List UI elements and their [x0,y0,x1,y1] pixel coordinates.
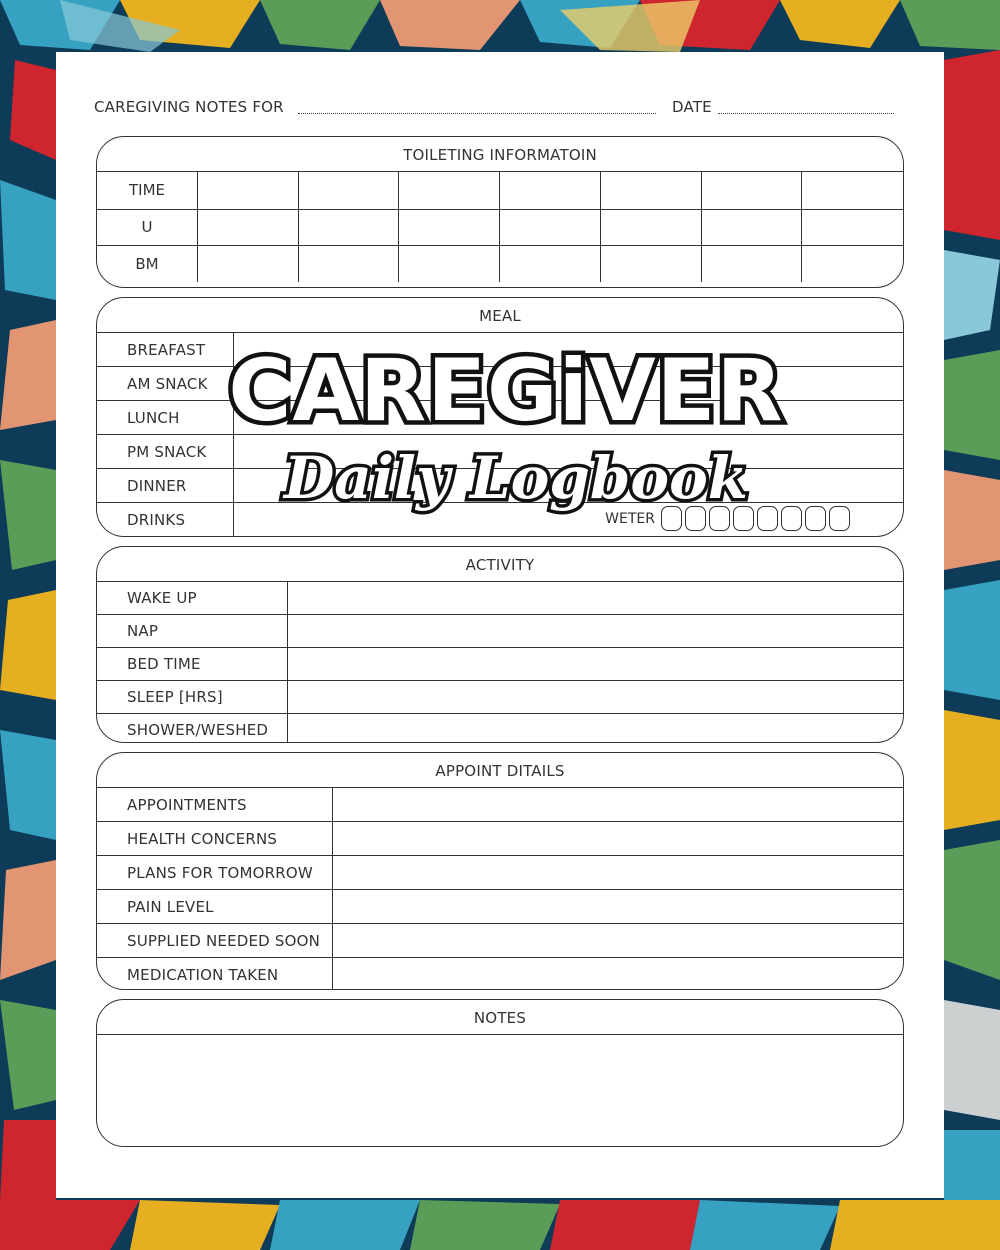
appointment-row [97,889,903,923]
toileting-grid [97,172,903,282]
date-label: DATE [672,98,712,116]
toileting-cell[interactable] [399,172,500,209]
meal-row-label: DINNER [97,469,234,502]
notes-section [96,999,904,1147]
appointment-entry[interactable] [333,890,903,923]
notes-entry-area[interactable] [97,1035,903,1145]
appointment-entry[interactable] [333,788,903,821]
date-entry-line[interactable] [718,113,894,114]
toileting-cell[interactable] [601,209,702,246]
appointment-entry[interactable] [333,924,903,957]
toileting-row-label: TIME [97,172,198,209]
toileting-cell[interactable] [802,245,903,282]
notes-for-entry-line[interactable] [298,113,656,114]
toileting-cell[interactable] [802,172,903,209]
toileting-cell[interactable] [198,245,299,282]
appointment-row-label: APPOINTMENTS [97,788,333,821]
toileting-cell[interactable] [702,209,803,246]
toileting-cell[interactable] [299,209,400,246]
activity-row [97,680,903,713]
appointment-entry[interactable] [333,958,903,990]
water-glass-checkbox[interactable] [829,506,850,531]
notes-title: NOTES [97,1000,903,1035]
cover-title-sub: Daily Logbook [284,444,748,512]
activity-title: ACTIVITY [97,547,903,582]
appointment-row [97,855,903,889]
meal-row-label: DRINKS [97,503,234,537]
appointment-row [97,957,903,990]
appointment-row-label: PAIN LEVEL [97,890,333,923]
appointment-details-title: APPOINT DITAILS [97,753,903,788]
appointment-row [97,821,903,855]
toileting-cell[interactable] [399,209,500,246]
cover-title-main: CAREGiVER [228,341,784,441]
toileting-cell[interactable] [399,245,500,282]
water-label: WETER [605,510,655,527]
activity-section [96,546,904,743]
activity-row-label: WAKE UP [97,582,288,614]
toileting-cell[interactable] [702,172,803,209]
activity-entry[interactable] [288,648,903,680]
toileting-cell[interactable] [500,172,601,209]
activity-row-label: SLEEP [HRS] [97,681,288,713]
water-glass-checkbox[interactable] [805,506,826,531]
activity-row [97,614,903,647]
appointment-row-label: SUPPLIED NEEDED SOON [97,924,333,957]
cover-title [228,328,788,528]
toileting-cell[interactable] [500,245,601,282]
appointment-row-label: PLANS FOR TOMORROW [97,856,333,889]
toileting-cell[interactable] [198,209,299,246]
toileting-cell[interactable] [802,209,903,246]
toileting-cell[interactable] [299,245,400,282]
activity-row [97,713,903,743]
activity-row [97,582,903,614]
meal-row-label: AM SNACK [97,367,234,400]
activity-entry[interactable] [288,681,903,713]
toileting-row-label: U [97,209,198,246]
activity-entry[interactable] [288,714,903,743]
toileting-title: TOILETING INFORMATOIN [97,137,903,172]
activity-entry[interactable] [288,582,903,614]
toileting-cell[interactable] [299,172,400,209]
toileting-cell[interactable] [198,172,299,209]
appointment-row [97,923,903,957]
meal-row-label: LUNCH [97,401,234,434]
toileting-cell[interactable] [601,245,702,282]
appointment-entry[interactable] [333,856,903,889]
activity-entry[interactable] [288,615,903,647]
appointment-row [97,788,903,821]
appointment-row-label: MEDICATION TAKEN [97,958,333,990]
activity-row-label: BED TIME [97,648,288,680]
activity-row-label: SHOWER/WESHED [97,714,288,743]
meal-row-label: BREAFAST [97,333,234,366]
toileting-row-label: BM [97,245,198,282]
toileting-section [96,136,904,288]
toileting-cell[interactable] [601,172,702,209]
toileting-cell[interactable] [500,209,601,246]
activity-row [97,647,903,680]
activity-row-label: NAP [97,615,288,647]
appointment-entry[interactable] [333,822,903,855]
toileting-cell[interactable] [702,245,803,282]
meal-row-label: PM SNACK [97,435,234,468]
appointment-details-section [96,752,904,990]
meal-title: MEAL [97,298,903,333]
caregiving-notes-for-label: CAREGIVING NOTES FOR [94,98,284,116]
appointment-row-label: HEALTH CONCERNS [97,822,333,855]
